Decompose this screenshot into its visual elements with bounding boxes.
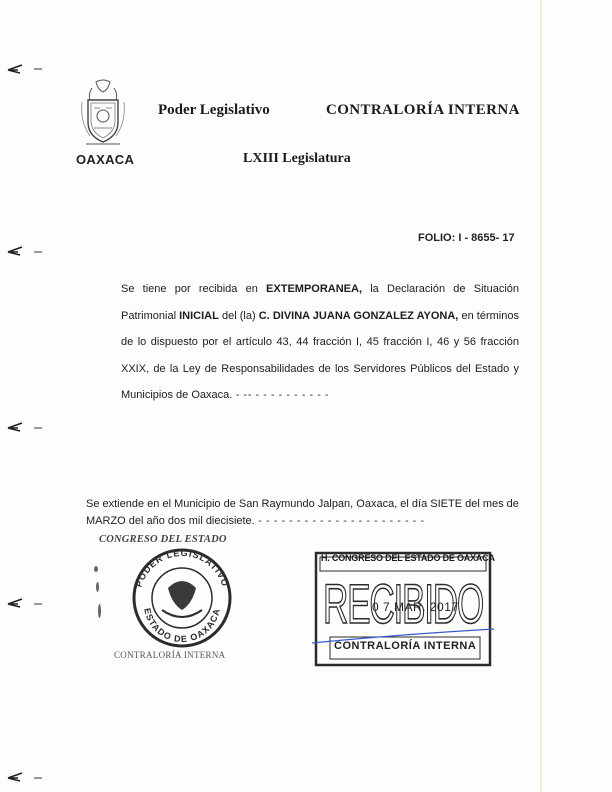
seal-top-text: PODER LEGISLATIVO (133, 547, 231, 589)
margin-mark (6, 244, 46, 258)
body-emphasis: INICIAL (179, 309, 219, 322)
closing-text: Se extiende en el Municipio de San Raymundo Jalpan, Oaxaca, el día SIETE del mes de MARZO del año dos mil diecisiete. (86, 498, 519, 527)
ink-speck (94, 566, 98, 572)
received-stamp-header: H. CONGRESO DEL ESTADO DE OAXACA (321, 553, 495, 563)
body-text: del (la) (218, 309, 259, 322)
folio-number: FOLIO: I - 8655- 17 (418, 232, 515, 244)
branch-title: Poder Legislativo (158, 102, 270, 118)
received-date: 0 7 MAR. 2017 (372, 600, 459, 614)
fill-dashes: - -- - - - - - - - - - - (232, 389, 330, 401)
state-name: OAXACA (76, 152, 135, 167)
margin-mark (6, 596, 46, 610)
received-stamp-footer: CONTRALORÍA INTERNA (334, 640, 477, 652)
received-word: RECIBIDO (323, 572, 483, 635)
congress-stamp-title: CONGRESO DEL ESTADO (99, 534, 227, 545)
congress-stamp-footer: CONTRALORÍA INTERNA (114, 650, 226, 660)
fill-dashes: - - - - - - - - - - - - - - - - - - - - - - (254, 515, 425, 527)
margin-mark (6, 770, 46, 784)
margin-mark (6, 420, 46, 434)
oaxaca-crest-icon (78, 78, 128, 152)
seal-bottom-text: ESTADO DE OAXACA (142, 607, 222, 645)
margin-mark (6, 62, 46, 76)
ink-speck (98, 604, 101, 618)
body-text: la Declaración de Situación Patrimonial (121, 283, 520, 322)
body-emphasis: EXTEMPORANEA, (266, 283, 363, 295)
body-text: en términos de lo dispuesto por el artículo 43, 44 fracción I, 45 fracción I, 46 y 56 fracción XXIX, de la Ley de Responsabilidades de los Servidores Públicos del Estado y Municipios de Oaxaca. (121, 309, 519, 401)
closing-paragraph (86, 496, 520, 530)
declarant-name: C. DIVINA JUANA GONZALEZ AYONA, (258, 309, 459, 322)
body-text: Se tiene por recibida en (121, 283, 267, 295)
legislative-seal-icon (124, 544, 240, 648)
declaration-paragraph (121, 276, 519, 409)
legislature-title: LXIII Legislatura (243, 151, 351, 166)
office-title: CONTRALORÍA INTERNA (326, 102, 520, 118)
ink-speck (96, 582, 99, 592)
margin-line (540, 0, 542, 792)
